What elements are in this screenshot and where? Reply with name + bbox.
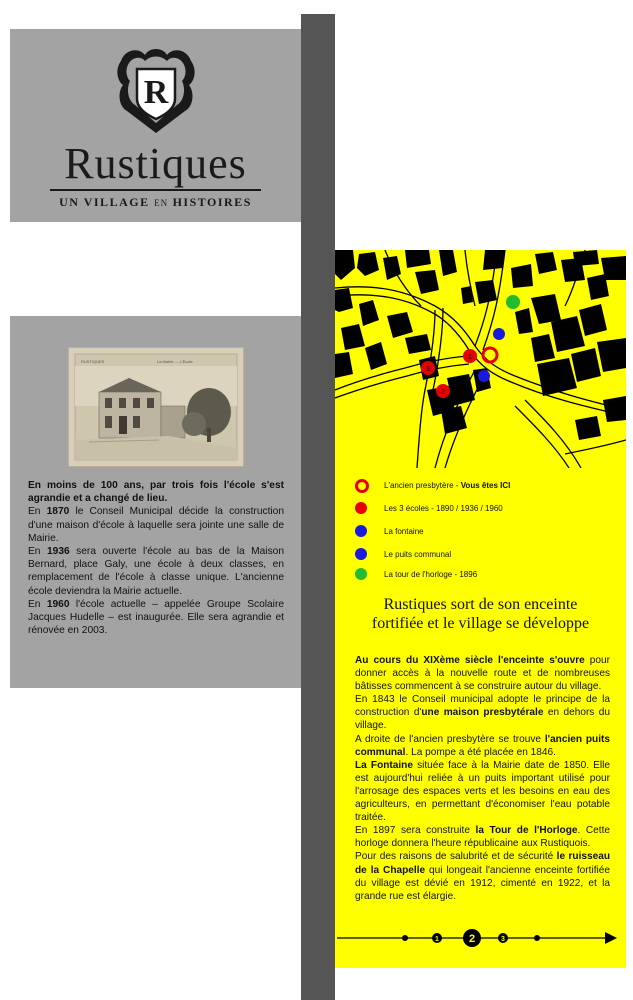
blue-dot-icon xyxy=(355,548,367,560)
year-1870: 1870 xyxy=(46,506,70,518)
title-divider xyxy=(50,189,261,191)
crest-logo-icon xyxy=(111,41,201,136)
arrow-right-icon[interactable] xyxy=(605,932,617,944)
page-3-label: 3 xyxy=(501,936,505,943)
page-1-button[interactable] xyxy=(432,933,442,943)
text-horloge-end: . Cette horloge donnera l'heure républicaine aux Rustiquois. xyxy=(355,825,611,850)
year-1936: 1936 xyxy=(46,546,70,558)
strong-fontaine: La Fontaine xyxy=(355,759,413,771)
text-ruisseau-end: qui longeait l'ancienne enceinte fortifiée du village est dévié en 1912, cimenté en 1922, et la grande rue est élargie. xyxy=(355,864,610,902)
section-title-line-2: fortifiée et le village se développe xyxy=(371,615,590,632)
p2-prefix: En xyxy=(28,546,47,558)
map-marker-label-1: 1 xyxy=(468,354,472,361)
legend-label xyxy=(384,478,510,494)
p1-prefix: En xyxy=(28,506,47,518)
strong-horloge: la Tour de l'Horloge xyxy=(475,825,578,837)
village-history-text xyxy=(355,654,610,903)
school-paragraph-1960 xyxy=(28,598,284,638)
page-2-current[interactable] xyxy=(463,929,481,947)
subtitle-part-b: HISTOIRES xyxy=(172,195,252,209)
header-panel xyxy=(10,29,301,222)
map-marker-label-2: 2 xyxy=(441,389,445,396)
section-title-line-1: Rustiques sort de son enceinte xyxy=(383,596,578,613)
map-marker-label-3: 3 xyxy=(426,366,430,373)
school-history-text xyxy=(28,479,284,637)
subtitle-part-a: UN VILLAGE xyxy=(59,195,150,209)
strong-enceinte: Au cours du XIXème siècle l'enceinte s'ouvre xyxy=(355,655,585,666)
postcard-caption-right: La Mairie — L'Ecole xyxy=(157,359,193,364)
legend-strong: Vous êtes ICI xyxy=(460,481,511,490)
subtitle-part-en: EN xyxy=(154,198,169,208)
paragraph-fontaine xyxy=(355,759,610,824)
text-presbytere-end: en dehors du village. xyxy=(355,707,610,732)
page-1-label: 1 xyxy=(435,936,439,943)
strong-ruisseau: le ruisseau de la Chapelle xyxy=(355,851,611,876)
legend-label: Les 3 écoles - 1890 / 1936 / 1960 xyxy=(384,504,503,513)
page-navigation xyxy=(335,926,626,950)
p3-text: l'école actuelle – appelée Groupe Scolaire Jacques Hudelle – est inaugurée. Elle sera agrandie et rénovée en 2003. xyxy=(28,598,285,637)
paragraph-puits xyxy=(355,733,610,759)
legend-text: L'ancien presbytère - xyxy=(384,481,461,490)
legend-label: Le puits communal xyxy=(384,550,452,559)
text-ruisseau: Pour des raisons de salubrité et de sécurité xyxy=(355,851,557,863)
postcard-caption-left: RUSTIQUES xyxy=(81,359,105,364)
site-title: Rustiques xyxy=(64,139,247,188)
p3-prefix: En xyxy=(28,598,47,610)
page-2-label: 2 xyxy=(468,933,476,945)
ring-marker-icon xyxy=(355,479,369,493)
p1-text: le Conseil Municipal décide la construction d'une maison d'école à laquelle sera jointe une salle de Mairie. xyxy=(28,506,285,544)
pager-dot xyxy=(402,935,408,941)
text-puits-end: . La pompe a été placée en 1846. xyxy=(405,746,556,758)
pager-dot xyxy=(534,935,540,941)
site-subtitle xyxy=(10,195,301,210)
crest-letter: R xyxy=(143,74,169,111)
legend-label: La tour de l'horloge - 1896 xyxy=(384,570,478,579)
paragraph-ruisseau xyxy=(355,850,610,902)
old-postcard-photo xyxy=(68,347,244,467)
school-lead-text: En moins de 100 ans, par trois fois l'école s'est agrandie et a changé de lieu. xyxy=(28,480,284,505)
blue-dot-icon xyxy=(355,525,367,537)
text-presbytere: En 1843 le Conseil municipal adopte le principe de la construction d' xyxy=(355,694,610,719)
section-title xyxy=(335,595,626,633)
strong-presbytere: une maison presbytérale xyxy=(421,707,544,719)
vertical-divider-bar xyxy=(301,14,335,1000)
postcard-illustration xyxy=(69,348,243,466)
text-puits: A droite de l'ancien presbytère se trouve xyxy=(355,733,545,745)
paragraph-presbytere xyxy=(355,693,610,732)
school-paragraph-1870 xyxy=(28,505,284,545)
village-development-panel xyxy=(335,250,626,968)
year-1960: 1960 xyxy=(46,598,70,610)
map-marker-clock-tower xyxy=(506,295,520,309)
text-fontaine: située face à la Mairie date de 1850. Elle est aujourd'hui reliée à un puits important utilisé pour l'arrosage des espaces verts et les besoins en eau des agriculteurs, en permettant d'économiser l'eau potable traitée. xyxy=(355,759,611,824)
paragraph-horloge xyxy=(355,824,610,850)
map-marker-fountain xyxy=(478,370,490,382)
village-map xyxy=(335,250,626,468)
school-history-panel xyxy=(10,316,301,688)
strong-puits: l'ancien puits communal xyxy=(355,733,610,758)
text-enceinte: pour donner accès à la nouvelle route et de nombreuses bâtisses commencent à se construire autour du village. xyxy=(355,655,610,693)
legend-label: La fontaine xyxy=(384,527,424,536)
text-horloge: En 1897 sera construite xyxy=(355,825,476,837)
red-dot-icon xyxy=(355,502,367,514)
paragraph-enceinte xyxy=(355,654,610,693)
school-paragraph-1936 xyxy=(28,545,284,598)
map-marker-well xyxy=(493,328,505,340)
school-lead xyxy=(28,479,284,505)
page-3-button[interactable] xyxy=(498,933,508,943)
p2-text: sera ouverte l'école au bas de la Maison Bernard, place Galy, une école à deux classes, en remplacement de l'école à classe unique. L'ancienne école deviendra la Mairie actuelle. xyxy=(28,546,284,597)
green-dot-icon xyxy=(355,568,367,580)
